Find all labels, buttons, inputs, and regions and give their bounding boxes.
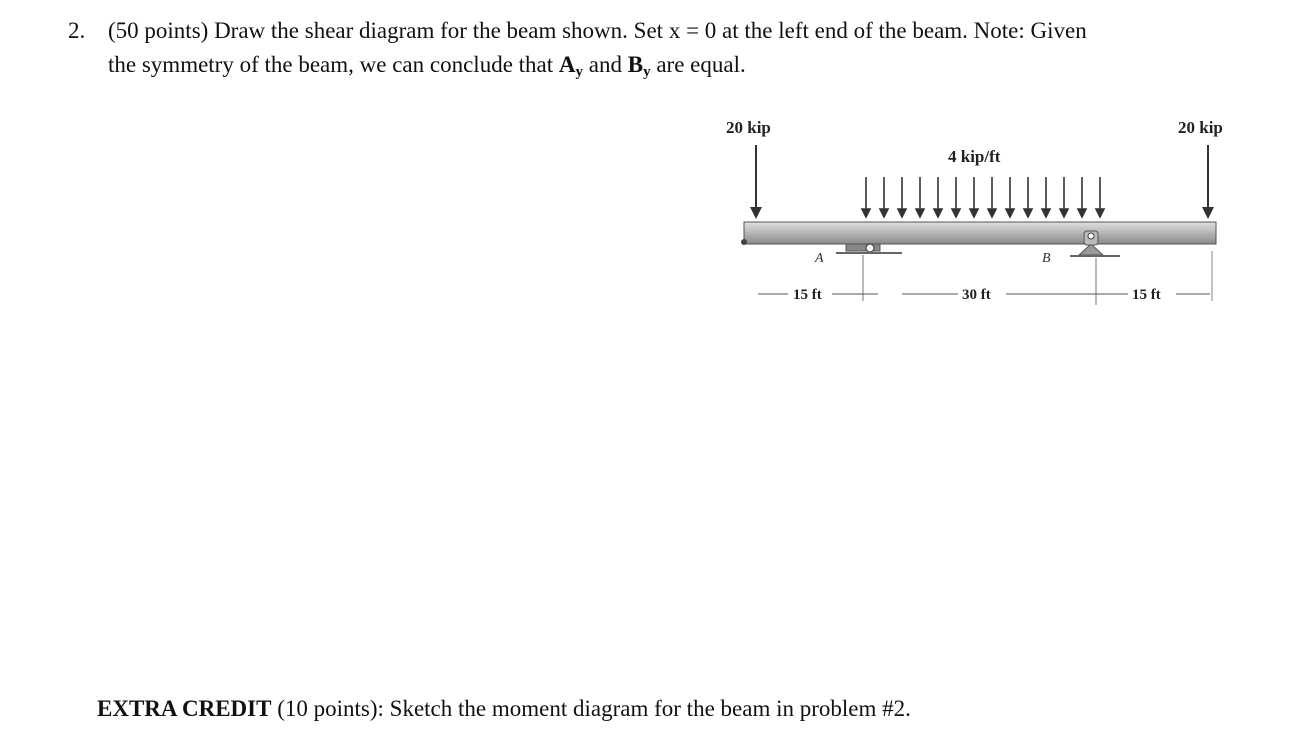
- problem-2: [68, 14, 1248, 85]
- problem-text-1: Draw the shear diagram for the beam shown. Set: [214, 18, 664, 43]
- problem-statement: [108, 14, 1248, 85]
- dim-left-label: 15 ft: [793, 287, 822, 303]
- right-load-label: 20 kip: [1178, 118, 1223, 137]
- support-a-label: A: [815, 251, 824, 266]
- support-b-label: B: [1042, 251, 1051, 266]
- dim-right-label: 15 ft: [1132, 287, 1161, 303]
- right-load-arrow: [1202, 145, 1214, 219]
- reaction-a: Ay: [558, 52, 584, 80]
- conjunction: and: [588, 52, 622, 77]
- problem-number: 2.: [68, 18, 86, 43]
- problem-points: (50 points): [108, 18, 209, 43]
- extra-credit: [97, 692, 911, 726]
- extra-credit-text: Sketch the moment diagram for the beam in problem #2.: [389, 696, 911, 721]
- support-a: [836, 244, 902, 301]
- beam-figure: [700, 105, 1260, 320]
- distributed-load-arrows: [862, 177, 1104, 217]
- reaction-b: By: [627, 52, 651, 80]
- dim-middle-label: 30 ft: [962, 287, 991, 303]
- x-equation: x = 0: [668, 18, 717, 43]
- problem-text-4: are equal.: [656, 52, 746, 77]
- extra-credit-heading: EXTRA CREDIT: [97, 696, 272, 721]
- problem-text-3: the symmetry of the beam, we can conclude that: [108, 52, 554, 77]
- left-load-label: 20 kip: [726, 118, 771, 137]
- problem-text-2: at the left end of the beam. Note: Given: [722, 18, 1087, 43]
- beam: [744, 222, 1216, 244]
- distributed-load-label: 4 kip/ft: [948, 147, 1001, 166]
- extra-credit-points: (10 points):: [277, 696, 384, 721]
- left-load-arrow: [750, 145, 762, 219]
